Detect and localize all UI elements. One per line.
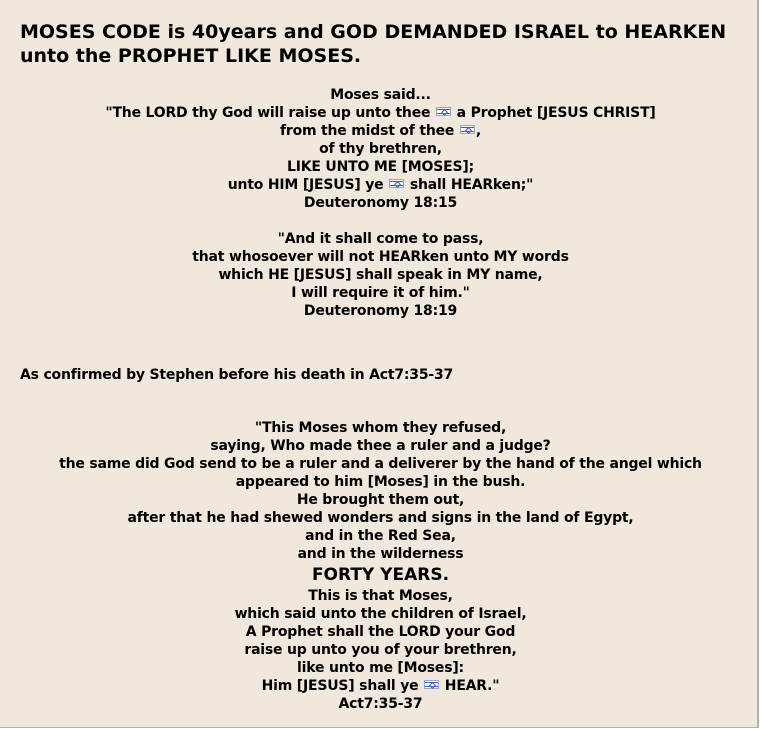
acts-7-quote — [0, 419, 761, 713]
israel-flag-icon — [424, 680, 439, 689]
stephen-note: As confirmed by Stephen before his death in Act7:35-37 — [20, 367, 454, 383]
deuteronomy-18-19-quote — [0, 230, 761, 320]
quote-line: raise up unto you of your brethren, — [244, 642, 517, 658]
scripture-reference: Deuteronomy 18:19 — [303, 303, 458, 319]
scripture-reference: Deuteronomy 18:15 — [303, 195, 458, 211]
scripture-reference: Act7:35-37 — [338, 696, 423, 712]
quote-line: saying, Who made thee a ruler and a judge? — [210, 438, 551, 454]
forty-years-emphasis: FORTY YEARS. — [311, 565, 450, 585]
deuteronomy-18-15-quote — [0, 86, 761, 212]
quote-line: unto HIM [JESUS] ye shall HEARken;" — [227, 177, 534, 193]
quote-line: after that he had shewed wonders and signs in the land of Egypt, — [127, 510, 634, 526]
quote-line: and in the wilderness — [297, 546, 464, 562]
israel-flag-icon — [460, 125, 475, 134]
quote-line: "And it shall come to pass, — [277, 231, 484, 247]
quote-line: I will require it of him." — [291, 285, 470, 301]
quote-line: A Prophet shall the LORD your God — [245, 624, 516, 640]
quote-line: which said unto the children of Israel, — [234, 606, 527, 622]
page-title: MOSES CODE is 40years and GOD DEMANDED ISRAEL to HEARKEN unto the PROPHET LIKE MOSES. — [20, 21, 727, 67]
quote-line: "This Moses whom they refused, — [254, 420, 507, 436]
quote-line: This is that Moses, — [308, 588, 453, 604]
quote-line: the same did God send to be a ruler and a deliverer by the hand of the angel which appeared to him [Moses] in the bush. — [59, 456, 702, 490]
quote-line: that whosoever will not HEARken unto MY words — [192, 249, 569, 265]
quote-line: which HE [JESUS] shall speak in MY name, — [218, 267, 543, 283]
quote-line: like unto me [Moses]: — [297, 660, 464, 676]
quote-line: Him [JESUS] shall ye HEAR." — [261, 678, 500, 694]
israel-flag-icon — [389, 179, 404, 188]
quote-line: LIKE UNTO ME [MOSES]; — [287, 159, 474, 175]
quote-line: from the midst of thee , — [279, 123, 482, 139]
quote-line: He brought them out, — [296, 492, 465, 508]
quote-line: "The LORD thy God will raise up unto thee a Prophet [JESUS CHRIST] — [105, 105, 656, 121]
quote-line: Moses said... — [330, 87, 431, 103]
quote-line: of thy brethren, — [319, 141, 442, 157]
quote-line: and in the Red Sea, — [305, 528, 456, 544]
israel-flag-icon — [436, 107, 451, 116]
